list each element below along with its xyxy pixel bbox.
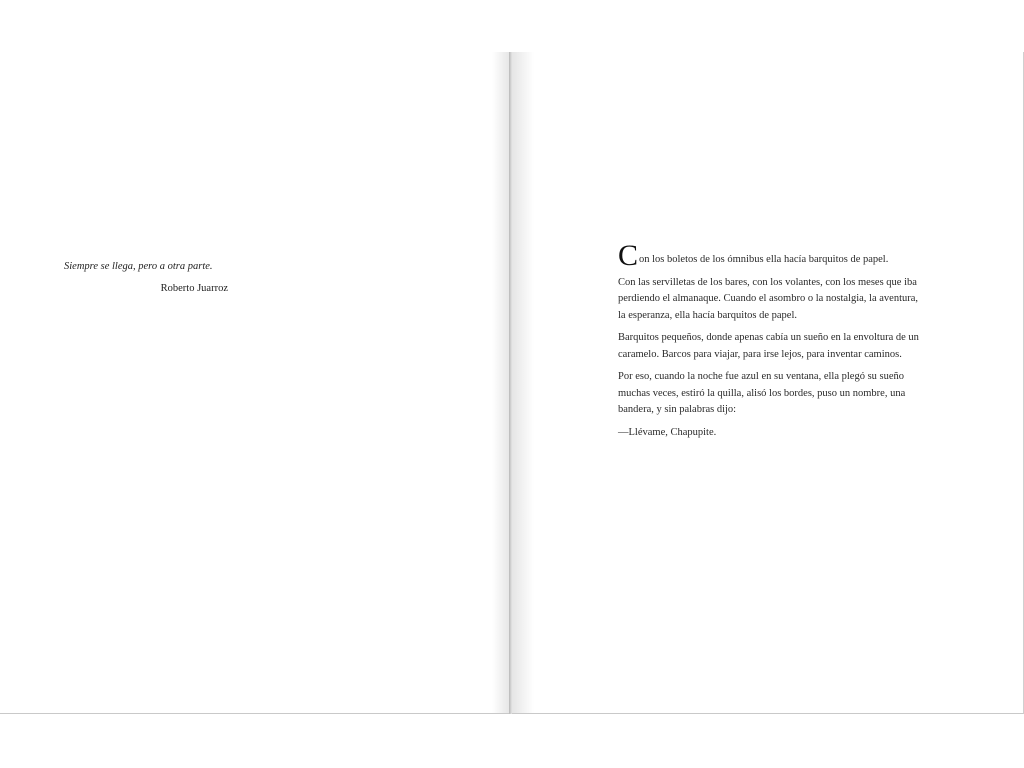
epigraph [64, 256, 234, 299]
paragraph-4: Por eso, cuando la noche fue azul en su ventana, ella plegó su sueño muchas veces, estiró la quilla, alisó los bordes, puso un nombre, una bandera, y sin palabras dijo: [618, 371, 906, 415]
epigraph-author: Roberto Juarroz [160, 283, 228, 294]
first-paragraph-text: on los boletos de los ómnibus ella hacía barquitos de papel. [639, 254, 889, 265]
left-page [0, 52, 510, 714]
story-text [618, 239, 924, 447]
epigraph-quote: Siempre se llega, pero a otra parte. [64, 261, 213, 272]
drop-cap: C [618, 239, 639, 272]
paragraph-3: Barquitos pequeños, donde apenas cabía un sueño en la envoltura de un caramelo. Barcos para viajar, para irse lejos, para inventar caminos. [618, 332, 919, 360]
paragraph-2: Con las servilletas de los bares, con los volantes, con los meses que iba perdiendo el almanaque. Cuando el asombro o la nostalgia, la aventura, la esperanza, ella hacía barquitos de papel. [618, 276, 919, 321]
first-paragraph [618, 239, 924, 272]
right-page [512, 52, 1024, 714]
closing-line: —Llévame, Chapupite. [618, 426, 717, 438]
